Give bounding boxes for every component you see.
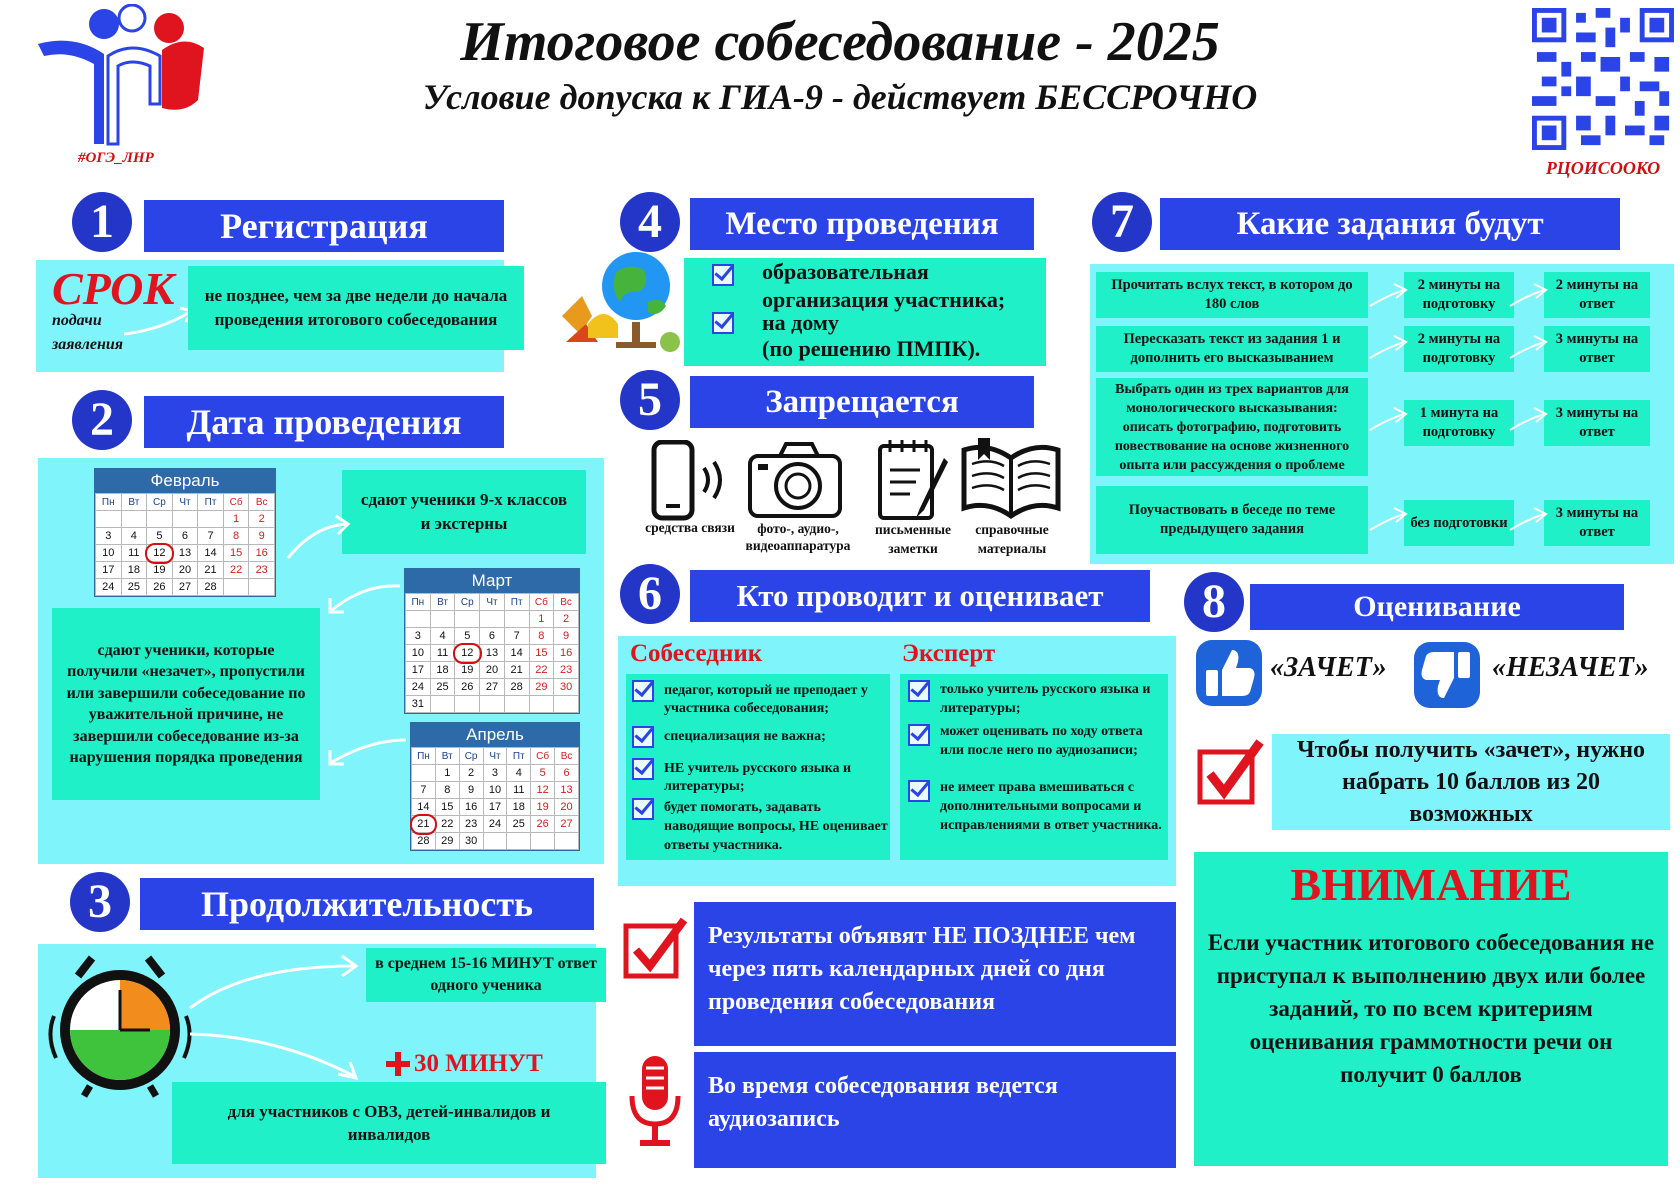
score-requirement: Чтобы получить «зачет», нужно набрать 10 баллов из 20 возможных	[1272, 734, 1670, 830]
check-icon	[712, 264, 734, 286]
check-icon	[908, 780, 930, 802]
interviewer-item: специализация не важна;	[664, 729, 826, 744]
calendar-day-selected: 21	[412, 816, 436, 833]
interviewer-title: Собеседник	[630, 640, 763, 667]
srok-sub-2: заявления	[52, 336, 123, 353]
calendar-day: 18	[121, 562, 147, 579]
expert-item: может оценивать по ходу ответа или после него по аудиозаписи;	[940, 724, 1143, 758]
calendar-day: 1	[435, 765, 459, 782]
task-answer-time: 3 минуты на ответ	[1544, 400, 1650, 446]
check-icon	[632, 680, 654, 702]
calendar-day: 7	[412, 782, 436, 799]
microphone-icon	[626, 1052, 684, 1152]
weekday-label: Пт	[504, 594, 529, 611]
calendar-day: 2	[249, 511, 275, 528]
calendar-day: 11	[121, 545, 147, 562]
book-icon	[958, 436, 1064, 522]
srok-label: СРОК	[52, 263, 175, 314]
location-line-2: на дому	[762, 310, 839, 335]
calendar-day: 16	[554, 645, 579, 662]
section-number-6: 6	[620, 564, 680, 624]
calendar-day: 10	[96, 545, 122, 562]
expert-title: Эксперт	[902, 640, 996, 667]
weekday-label: Пт	[198, 494, 224, 511]
check-icon	[908, 724, 930, 746]
calendar-day: 4	[507, 765, 531, 782]
weekday-label: Пн	[412, 748, 436, 765]
calendar-day: 31	[406, 696, 431, 713]
calendar-day: 17	[406, 662, 431, 679]
calendar-day: 24	[406, 679, 431, 696]
calendar-february	[94, 468, 276, 597]
weekday-label: Сб	[529, 594, 554, 611]
calendar-day	[480, 611, 505, 628]
calendar-day: 23	[249, 562, 275, 579]
calendar-day: 22	[435, 816, 459, 833]
calendar-day: 19	[455, 662, 480, 679]
calendar-day: 9	[459, 782, 483, 799]
task-prep-time: 2 минуты на подготовку	[1404, 326, 1514, 372]
srok-sub-1: подачи	[52, 312, 102, 329]
calendar-day	[555, 833, 579, 850]
calendar-day	[455, 696, 480, 713]
section-number-3: 3	[70, 872, 130, 932]
calendar-day: 2	[459, 765, 483, 782]
arrow-icon	[186, 1028, 366, 1088]
calendar-day: 11	[430, 645, 455, 662]
interviewer-item: НЕ учитель русского языка и литературы;	[664, 761, 852, 794]
weekday-label: Сб	[223, 494, 249, 511]
qr-caption: РЦОИСООКО	[1545, 158, 1661, 178]
task-prep-time: 2 минуты на подготовку	[1404, 272, 1514, 318]
calendar-day: 7	[198, 528, 224, 545]
section-title-location: Место проведения	[690, 198, 1034, 250]
calendar-day	[504, 696, 529, 713]
calendar-day: 16	[459, 799, 483, 816]
calendar-day: 8	[529, 628, 554, 645]
weekday-label: Ср	[459, 748, 483, 765]
calendar-day: 28	[504, 679, 529, 696]
calendar-day: 14	[412, 799, 436, 816]
extra-time: 30 МИНУТ	[414, 1050, 543, 1077]
calendar-day	[554, 696, 579, 713]
calendar-day: 23	[459, 816, 483, 833]
checkmark-icon	[622, 914, 688, 980]
check-icon	[632, 726, 654, 748]
calendar-day: 22	[223, 562, 249, 579]
section-number-1: 1	[72, 192, 132, 252]
calendar-day: 7	[504, 628, 529, 645]
calendar-day: 24	[96, 579, 122, 596]
calendar-day: 8	[435, 782, 459, 799]
forbidden-item-1: средства связи	[645, 520, 735, 535]
calendar-day: 4	[121, 528, 147, 545]
calendar-day: 21	[504, 662, 529, 679]
calendar-day	[249, 579, 275, 596]
calendar-day	[483, 833, 507, 850]
weekday-label: Сб	[531, 748, 555, 765]
check-icon	[908, 680, 930, 702]
calendar-day: 24	[483, 816, 507, 833]
attention-title: ВНИМАНИЕ	[1290, 859, 1572, 910]
audio-info: Во время собеседования ведется аудиозапись	[694, 1052, 1176, 1168]
calendar-day: 2	[554, 611, 579, 628]
calendar-day: 17	[483, 799, 507, 816]
interviewer-item: педагог, который не преподает у участника собеседования;	[664, 683, 868, 716]
task-description: Пересказать текст из задания 1 и дополнить его высказыванием	[1096, 326, 1368, 372]
calendar-day: 11	[507, 782, 531, 799]
calendar-day	[531, 833, 555, 850]
calendar-day	[198, 511, 224, 528]
calendar-day: 22	[529, 662, 554, 679]
alarm-clock-icon	[44, 946, 196, 1098]
page-title: Итоговое собеседование - 2025	[460, 11, 1220, 73]
weekday-label: Вт	[435, 748, 459, 765]
section-title-forbidden: Запрещается	[690, 376, 1034, 428]
calendar-day: 15	[529, 645, 554, 662]
calendar-day: 3	[483, 765, 507, 782]
section-number-2: 2	[72, 390, 132, 450]
task-description: Поучаствовать в беседе по теме предыдущего задания	[1096, 486, 1368, 554]
calendar-day: 28	[198, 579, 224, 596]
calendar-day: 21	[198, 562, 224, 579]
arrow-icon	[284, 512, 354, 562]
calendar-day	[430, 611, 455, 628]
calendar-day: 5	[147, 528, 173, 545]
calendar-day	[406, 611, 431, 628]
calendar-day: 30	[459, 833, 483, 850]
arrow-icon	[186, 952, 366, 1012]
calendar-day: 27	[480, 679, 505, 696]
task-prep-time: 1 минута на подготовку	[1404, 400, 1514, 446]
arrow-icon	[324, 582, 404, 616]
section-title-who: Кто проводит и оценивает	[690, 570, 1150, 622]
calendar-day: 13	[172, 545, 198, 562]
location-line-1: образовательная организация участника;	[762, 259, 1006, 312]
calendar-day	[507, 833, 531, 850]
forbidden-item-3: письменные заметки	[875, 522, 951, 556]
calendar-day: 1	[529, 611, 554, 628]
calendar-day-selected: 12	[147, 545, 173, 562]
calendar-day	[529, 696, 554, 713]
camera-icon	[746, 438, 844, 520]
calendar-day: 12	[531, 782, 555, 799]
calendar-day: 8	[223, 528, 249, 545]
task-description: Прочитать вслух текст, в котором до 180 слов	[1096, 272, 1368, 318]
calendar-day	[223, 579, 249, 596]
calendar-day: 17	[96, 562, 122, 579]
plus-icon	[386, 1052, 410, 1076]
weekday-label: Чт	[172, 494, 198, 511]
calendar-day: 29	[435, 833, 459, 850]
thumbs-up-icon	[1194, 638, 1264, 708]
calendar-month-name: Март	[405, 569, 579, 593]
weekday-label: Вс	[555, 748, 579, 765]
registration-deadline: не позднее, чем за две недели до начала проведения итогового собеседования	[188, 266, 524, 350]
calendar-day: 28	[412, 833, 436, 850]
fail-label: «НЕЗАЧЕТ»	[1492, 652, 1649, 683]
calendar-day: 30	[554, 679, 579, 696]
calendar-day	[172, 511, 198, 528]
calendar-day: 5	[455, 628, 480, 645]
check-icon	[632, 758, 654, 780]
calendar-day: 26	[147, 579, 173, 596]
notes-icon	[876, 438, 952, 522]
section-title-duration: Продолжительность	[140, 878, 594, 930]
section-title-registration: Регистрация	[144, 200, 504, 252]
interviewer-item: будет помогать, задавать наводящие вопросы, НЕ оценивает ответы участника.	[664, 800, 888, 853]
results-info: Результаты объявят НЕ ПОЗДНЕЕ чем через пять календарных дней со дня проведения собеседования	[694, 902, 1176, 1046]
calendar-day: 23	[554, 662, 579, 679]
calendar-day: 3	[96, 528, 122, 545]
calendar-day	[455, 611, 480, 628]
calendar-day: 15	[223, 545, 249, 562]
calendar-day	[96, 511, 122, 528]
calendar-day: 10	[483, 782, 507, 799]
calendar-day: 26	[455, 679, 480, 696]
weekday-label: Вт	[121, 494, 147, 511]
weekday-label: Вт	[430, 594, 455, 611]
task-arrows	[1360, 270, 1550, 560]
calendar-march	[404, 568, 580, 714]
extra-time-info: для участников с ОВЗ, детей-инвалидов и инвалидов	[172, 1082, 606, 1164]
weekday-label: Чт	[483, 748, 507, 765]
calendar-day: 20	[480, 662, 505, 679]
calendar-day	[480, 696, 505, 713]
calendar-day: 13	[555, 782, 579, 799]
calendar-day: 6	[480, 628, 505, 645]
section-title-tasks: Какие задания будут	[1160, 198, 1620, 250]
calendar-day: 19	[531, 799, 555, 816]
section-title-assessment: Оценивание	[1250, 584, 1624, 630]
calendar-day: 15	[435, 799, 459, 816]
weekday-label: Ср	[147, 494, 173, 511]
calendar-month-name: Февраль	[95, 469, 275, 493]
page-subtitle: Условие допуска к ГИА-9 - действует БЕССРОЧНО	[422, 77, 1258, 117]
calendar-day: 14	[504, 645, 529, 662]
logo	[34, 4, 206, 152]
calendar-day: 18	[430, 662, 455, 679]
calendar-day: 6	[555, 765, 579, 782]
section-number-4: 4	[620, 192, 680, 252]
forbidden-item-2: фото-, аудио-, видеоаппаратура	[745, 521, 851, 553]
location-line-3: (по решению ПМПК).	[762, 336, 981, 361]
calendar-day: 10	[406, 645, 431, 662]
calendar-day: 9	[554, 628, 579, 645]
main-date-info: сдают ученики 9-х классов и экстерны	[342, 470, 586, 554]
thumbs-down-icon	[1412, 640, 1482, 710]
calendar-day: 16	[249, 545, 275, 562]
weekday-label: Пт	[507, 748, 531, 765]
calendar-day: 14	[198, 545, 224, 562]
calendar-day: 5	[531, 765, 555, 782]
calendar-day: 27	[555, 816, 579, 833]
section-number-7: 7	[1092, 192, 1152, 252]
globe-icon	[552, 246, 682, 358]
weekday-label: Вс	[554, 594, 579, 611]
weekday-label: Ср	[455, 594, 480, 611]
calendar-april	[410, 722, 580, 851]
checkmark-icon	[1196, 734, 1264, 806]
task-answer-time: 3 минуты на ответ	[1544, 326, 1650, 372]
calendar-day: 9	[249, 528, 275, 545]
calendar-day	[121, 511, 147, 528]
task-answer-time: 2 минуты на ответ	[1544, 272, 1650, 318]
weekday-label: Вс	[249, 494, 275, 511]
task-prep-time: без подготовки	[1404, 500, 1514, 546]
calendar-day: 6	[172, 528, 198, 545]
forbidden-item-4: справочные материалы	[975, 522, 1049, 556]
calendar-day: 29	[529, 679, 554, 696]
calendar-day	[504, 611, 529, 628]
calendar-day: 3	[406, 628, 431, 645]
weekday-label: Чт	[480, 594, 505, 611]
calendar-day: 27	[172, 579, 198, 596]
phone-icon	[648, 440, 732, 524]
calendar-day: 13	[480, 645, 505, 662]
calendar-day: 20	[555, 799, 579, 816]
calendar-day	[430, 696, 455, 713]
section-title-date: Дата проведения	[144, 396, 504, 448]
calendar-day: 26	[531, 816, 555, 833]
task-answer-time: 3 минуты на ответ	[1544, 500, 1650, 546]
arrow-icon	[324, 736, 410, 770]
calendar-month-name: Апрель	[411, 723, 579, 747]
section-number-8: 8	[1184, 572, 1244, 632]
expert-item: только учитель русского языка и литературы;	[940, 682, 1151, 716]
calendar-day: 1	[223, 511, 249, 528]
calendar-day: 18	[507, 799, 531, 816]
calendar-day: 19	[147, 562, 173, 579]
logo-tag: #ОГЭ_ЛНР	[78, 150, 154, 166]
calendar-day-selected: 12	[455, 645, 480, 662]
calendar-day: 25	[507, 816, 531, 833]
pass-label: «ЗАЧЕТ»	[1270, 652, 1387, 683]
weekday-label: Пн	[96, 494, 122, 511]
calendar-day: 4	[430, 628, 455, 645]
calendar-day	[412, 765, 436, 782]
calendar-day	[147, 511, 173, 528]
check-icon	[712, 312, 734, 334]
calendar-day: 20	[172, 562, 198, 579]
reserve-date-info: сдают ученики, которые получили «незачет», пропустили или завершили собеседование по уважительной причине, не завершили собеседование из-за нарушения порядка проведения	[52, 608, 320, 800]
weekday-label: Пн	[406, 594, 431, 611]
section-number-5: 5	[620, 370, 680, 430]
attention-text: Если участник итогового собеседования не приступал к выполнению двух или более заданий, то по всем критериям оценивания граммотности речи он получит 0 баллов	[1207, 930, 1655, 1087]
check-icon	[632, 798, 654, 820]
avg-duration: в среднем 15-16 МИНУТ ответ одного ученика	[366, 948, 606, 1002]
calendar-day: 25	[430, 679, 455, 696]
task-description: Выбрать один из трех вариантов для монологического высказывания: описать фотографию, подготовить повествование на основе жизненного опыта или рассуждения о проблеме	[1096, 378, 1368, 476]
calendar-day: 25	[121, 579, 147, 596]
expert-item: не имеет права вмешиваться с дополнительными вопросами и исправлениями в ответ участника.	[940, 780, 1162, 833]
qr-code	[1532, 8, 1674, 150]
